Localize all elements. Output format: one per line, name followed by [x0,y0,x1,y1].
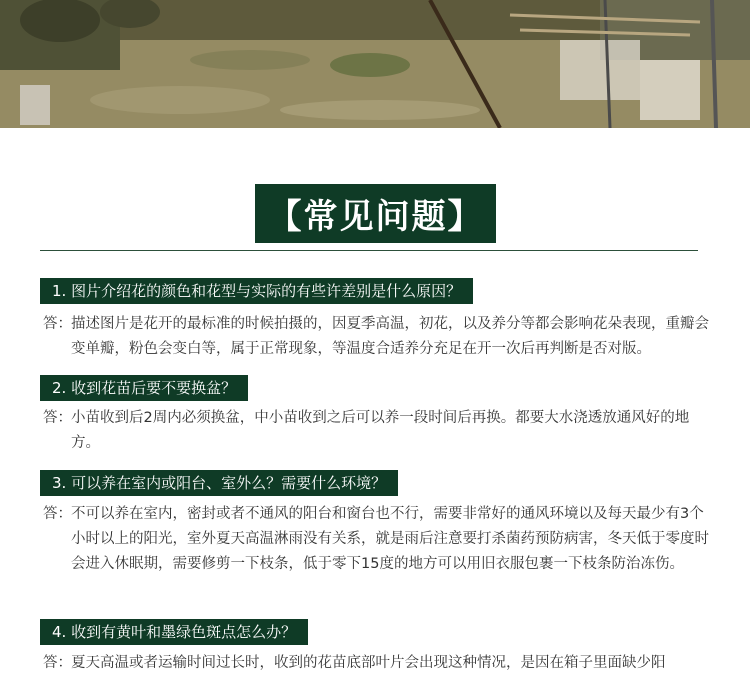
faq-answer-4 [43,651,715,676]
garden-photo [0,0,750,128]
garden-photo-illustration [0,0,750,128]
faq-answer-1 [43,312,715,362]
answer-text: 不可以养在室内，密封或者不通风的阳台和窗台也不行，需要非常好的通风环境以及每天最少有3个小时以上的阳光，室外夏天高温淋雨没有关系，就是雨后注意要打杀菌药预防病害，冬天低于零度时会进入休眠期，需要修剪一下枝条，低于零下15度的地方可以用旧衣服包裹一下枝条防治冻伤。 [71,506,709,572]
page-title: 【常见问题】 [255,184,496,243]
faq-question-3: 3. 可以养在室内或阳台、室外么？需要什么环境？ [40,470,398,496]
answer-label: 答： [43,655,72,671]
title-divider [40,250,698,251]
answer-label: 答： [43,506,72,522]
faq-answer-2 [43,406,715,456]
faq-question-4: 4. 收到有黄叶和墨绿色斑点怎么办？ [40,619,308,645]
answer-text: 夏天高温或者运输时间过长时，收到的花苗底部叶片会出现这种情况，是因在箱子里面缺少阳 [71,655,666,671]
faq-question-2: 2. 收到花苗后要不要换盆？ [40,375,248,401]
answer-text: 描述图片是花开的最标准的时候拍摄的，因夏季高温，初花，以及养分等都会影响花朵表现，重瓣会变单瓣，粉色会变白等，属于正常现象，等温度合适养分充足在开一次后再判断是否对版。 [71,316,709,357]
faq-answer-3 [43,502,715,577]
answer-label: 答： [43,316,72,332]
answer-text: 小苗收到后2周内必须换盆，中小苗收到之后可以养一段时间后再换。都要大水浇透放通风好的地方。 [71,410,690,451]
answer-label: 答： [43,410,72,426]
faq-question-1: 1. 图片介绍花的颜色和花型与实际的有些许差别是什么原因？ [40,278,473,304]
